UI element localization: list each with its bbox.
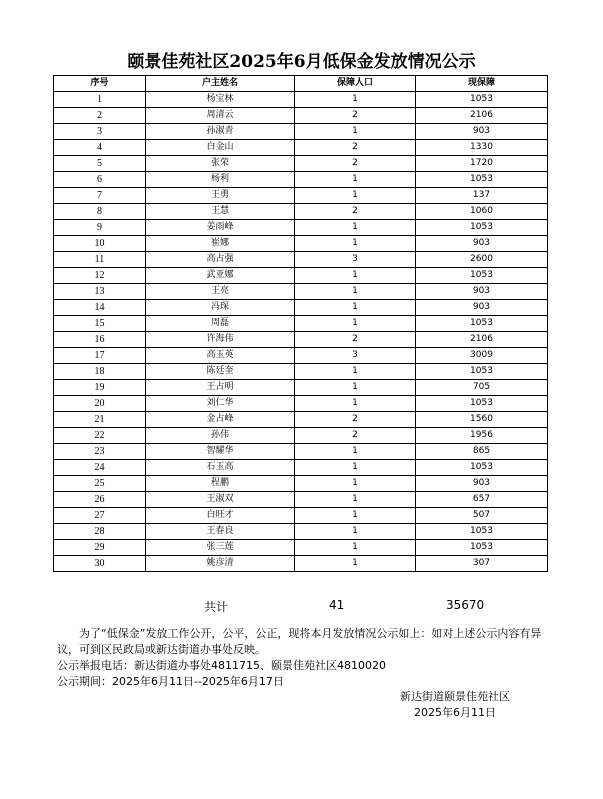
cell-seq: 16 bbox=[54, 332, 146, 348]
cell-amount: 705 bbox=[416, 380, 548, 396]
cell-amount: 657 bbox=[416, 492, 548, 508]
cell-name: 王春良 bbox=[146, 524, 295, 540]
cell-name: 王亮 bbox=[146, 284, 295, 300]
notice-paragraph: 为了“低保金”发放工作公开，公平，公正，现将本月发放情况公示如上：如对上述公示内容有异议，可到区民政局或新达街道办事处反映。 bbox=[57, 627, 542, 656]
signoff-date: 2025年6月11日 bbox=[414, 706, 496, 719]
cell-seq: 17 bbox=[54, 348, 146, 364]
cell-name: 孙伟 bbox=[146, 428, 295, 444]
cell-amount: 1330 bbox=[416, 140, 548, 156]
cell-population: 1 bbox=[295, 476, 416, 492]
cell-seq: 20 bbox=[54, 396, 146, 412]
cell-seq: 3 bbox=[54, 124, 146, 140]
notice-period: 公示期间：2025年6月11日--2025年6月17日 bbox=[57, 675, 284, 688]
table-row bbox=[54, 412, 548, 428]
cell-amount: 1560 bbox=[416, 412, 548, 428]
cell-name: 姚彦清 bbox=[146, 556, 295, 572]
cell-amount: 3009 bbox=[416, 348, 548, 364]
cell-amount: 137 bbox=[416, 188, 548, 204]
cell-population: 1 bbox=[295, 380, 416, 396]
table-row bbox=[54, 348, 548, 364]
cell-seq: 11 bbox=[54, 252, 146, 268]
cell-amount: 1060 bbox=[416, 204, 548, 220]
cell-seq: 24 bbox=[54, 460, 146, 476]
cell-amount: 2106 bbox=[416, 108, 548, 124]
cell-name: 张荣 bbox=[146, 156, 295, 172]
table-row bbox=[54, 204, 548, 220]
cell-amount: 1053 bbox=[416, 524, 548, 540]
totals-row bbox=[0, 598, 603, 616]
table-row bbox=[54, 524, 548, 540]
cell-population: 1 bbox=[295, 188, 416, 204]
cell-amount: 2600 bbox=[416, 252, 548, 268]
cell-name: 白金山 bbox=[146, 140, 295, 156]
cell-amount: 903 bbox=[416, 476, 548, 492]
cell-population: 1 bbox=[295, 492, 416, 508]
table-row bbox=[54, 140, 548, 156]
table-row bbox=[54, 508, 548, 524]
cell-seq: 8 bbox=[54, 204, 146, 220]
table-row bbox=[54, 124, 548, 140]
cell-seq: 26 bbox=[54, 492, 146, 508]
cell-population: 2 bbox=[295, 428, 416, 444]
cell-population: 1 bbox=[295, 396, 416, 412]
cell-name: 许海伟 bbox=[146, 332, 295, 348]
cell-name: 智耀华 bbox=[146, 444, 295, 460]
cell-population: 1 bbox=[295, 460, 416, 476]
cell-seq: 29 bbox=[54, 540, 146, 556]
cell-seq: 2 bbox=[54, 108, 146, 124]
cell-population: 3 bbox=[295, 252, 416, 268]
signoff-org: 新达街道颐景佳苑社区 bbox=[400, 690, 510, 703]
cell-seq: 12 bbox=[54, 268, 146, 284]
table-row bbox=[54, 540, 548, 556]
cell-seq: 15 bbox=[54, 316, 146, 332]
table-row bbox=[54, 428, 548, 444]
table-row bbox=[54, 380, 548, 396]
cell-seq: 14 bbox=[54, 300, 146, 316]
table-row bbox=[54, 172, 548, 188]
table-row bbox=[54, 476, 548, 492]
cell-amount: 1053 bbox=[416, 92, 548, 108]
cell-amount: 1720 bbox=[416, 156, 548, 172]
cell-amount: 1053 bbox=[416, 268, 548, 284]
cell-population: 2 bbox=[295, 204, 416, 220]
cell-amount: 1053 bbox=[416, 364, 548, 380]
table-row bbox=[54, 236, 548, 252]
cell-seq: 6 bbox=[54, 172, 146, 188]
cell-name: 白旺才 bbox=[146, 508, 295, 524]
cell-population: 1 bbox=[295, 364, 416, 380]
table-row bbox=[54, 252, 548, 268]
cell-name: 杨宝林 bbox=[146, 92, 295, 108]
cell-population: 1 bbox=[295, 508, 416, 524]
cell-seq: 22 bbox=[54, 428, 146, 444]
cell-seq: 1 bbox=[54, 92, 146, 108]
table-row bbox=[54, 108, 548, 124]
cell-name: 冯琛 bbox=[146, 300, 295, 316]
cell-amount: 1053 bbox=[416, 396, 548, 412]
cell-amount: 1053 bbox=[416, 540, 548, 556]
table-row bbox=[54, 492, 548, 508]
cell-name: 高占强 bbox=[146, 252, 295, 268]
cell-name: 刘仁华 bbox=[146, 396, 295, 412]
cell-seq: 25 bbox=[54, 476, 146, 492]
cell-amount: 903 bbox=[416, 124, 548, 140]
cell-name: 张三莲 bbox=[146, 540, 295, 556]
cell-seq: 28 bbox=[54, 524, 146, 540]
cell-population: 1 bbox=[295, 92, 416, 108]
cell-amount: 1053 bbox=[416, 316, 548, 332]
cell-seq: 9 bbox=[54, 220, 146, 236]
totals-label: 共计 bbox=[204, 600, 229, 614]
cell-name: 周清云 bbox=[146, 108, 295, 124]
cell-population: 2 bbox=[295, 108, 416, 124]
cell-amount: 903 bbox=[416, 236, 548, 252]
table-body bbox=[54, 92, 548, 572]
table-row bbox=[54, 444, 548, 460]
table-row bbox=[54, 396, 548, 412]
notice-text bbox=[57, 626, 547, 690]
cell-name: 金占峰 bbox=[146, 412, 295, 428]
cell-amount: 507 bbox=[416, 508, 548, 524]
totals-population: 41 bbox=[329, 598, 345, 612]
totals-amount: 35670 bbox=[446, 598, 485, 612]
cell-name: 周磊 bbox=[146, 316, 295, 332]
cell-population: 1 bbox=[295, 316, 416, 332]
signoff bbox=[360, 689, 550, 721]
table-row bbox=[54, 156, 548, 172]
cell-population: 1 bbox=[295, 556, 416, 572]
cell-population: 2 bbox=[295, 412, 416, 428]
cell-amount: 1956 bbox=[416, 428, 548, 444]
cell-seq: 5 bbox=[54, 156, 146, 172]
cell-population: 1 bbox=[295, 236, 416, 252]
cell-population: 1 bbox=[295, 284, 416, 300]
cell-population: 1 bbox=[295, 300, 416, 316]
cell-amount: 903 bbox=[416, 300, 548, 316]
notice-phone: 公示举报电话：新达街道办事处4811715、颐景佳苑社区4810020 bbox=[57, 659, 386, 672]
cell-seq: 13 bbox=[54, 284, 146, 300]
cell-seq: 7 bbox=[54, 188, 146, 204]
cell-name: 王淑双 bbox=[146, 492, 295, 508]
cell-population: 2 bbox=[295, 140, 416, 156]
table-row bbox=[54, 220, 548, 236]
table-row bbox=[54, 364, 548, 380]
column-header-amount: 现保障 bbox=[416, 76, 548, 92]
cell-population: 1 bbox=[295, 524, 416, 540]
cell-amount: 1053 bbox=[416, 460, 548, 476]
cell-amount: 903 bbox=[416, 284, 548, 300]
cell-name: 程鹏 bbox=[146, 476, 295, 492]
cell-population: 1 bbox=[295, 540, 416, 556]
cell-name: 崔娜 bbox=[146, 236, 295, 252]
recipient-table bbox=[53, 75, 548, 572]
cell-amount: 2106 bbox=[416, 332, 548, 348]
table-row bbox=[54, 556, 548, 572]
cell-population: 3 bbox=[295, 348, 416, 364]
table-row bbox=[54, 268, 548, 284]
cell-name: 杨利 bbox=[146, 172, 295, 188]
cell-population: 1 bbox=[295, 268, 416, 284]
cell-name: 石玉高 bbox=[146, 460, 295, 476]
column-header-name: 户主姓名 bbox=[146, 76, 295, 92]
cell-seq: 23 bbox=[54, 444, 146, 460]
table-row bbox=[54, 332, 548, 348]
cell-population: 2 bbox=[295, 156, 416, 172]
cell-name: 姜雨峰 bbox=[146, 220, 295, 236]
cell-amount: 307 bbox=[416, 556, 548, 572]
table-row bbox=[54, 92, 548, 108]
cell-name: 王勇 bbox=[146, 188, 295, 204]
page-title: 颐景佳苑社区2025年6月低保金发放情况公示 bbox=[127, 52, 476, 72]
column-header-population: 保障人口 bbox=[295, 76, 416, 92]
cell-population: 1 bbox=[295, 444, 416, 460]
cell-seq: 19 bbox=[54, 380, 146, 396]
cell-name: 陈廷奎 bbox=[146, 364, 295, 380]
cell-name: 王占明 bbox=[146, 380, 295, 396]
cell-seq: 18 bbox=[54, 364, 146, 380]
table-row bbox=[54, 188, 548, 204]
cell-name: 孙淑青 bbox=[146, 124, 295, 140]
cell-name: 高玉英 bbox=[146, 348, 295, 364]
cell-name: 王慧 bbox=[146, 204, 295, 220]
table-row bbox=[54, 316, 548, 332]
cell-name: 武亚娜 bbox=[146, 268, 295, 284]
table-header-row bbox=[54, 76, 548, 92]
cell-amount: 1053 bbox=[416, 172, 548, 188]
table-row bbox=[54, 300, 548, 316]
cell-seq: 30 bbox=[54, 556, 146, 572]
cell-seq: 4 bbox=[54, 140, 146, 156]
table-row bbox=[54, 284, 548, 300]
cell-amount: 1053 bbox=[416, 220, 548, 236]
cell-population: 2 bbox=[295, 332, 416, 348]
cell-population: 1 bbox=[295, 172, 416, 188]
cell-seq: 10 bbox=[54, 236, 146, 252]
cell-population: 1 bbox=[295, 124, 416, 140]
cell-seq: 27 bbox=[54, 508, 146, 524]
table-row bbox=[54, 460, 548, 476]
cell-seq: 21 bbox=[54, 412, 146, 428]
column-header-seq: 序号 bbox=[54, 76, 146, 92]
cell-amount: 865 bbox=[416, 444, 548, 460]
cell-population: 1 bbox=[295, 220, 416, 236]
